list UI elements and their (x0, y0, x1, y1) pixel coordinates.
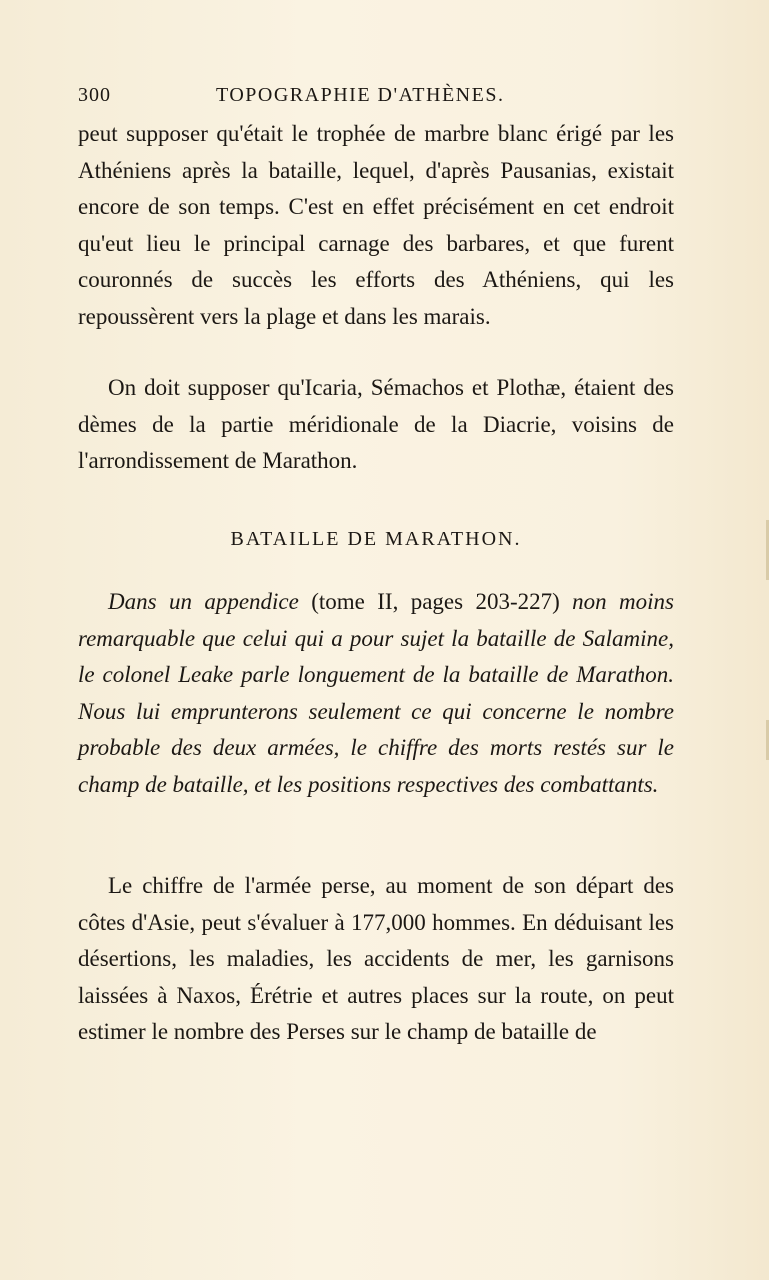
paragraph-demes (78, 370, 674, 480)
paragraph-trophy (78, 116, 674, 336)
running-title: TOPOGRAPHIE D'ATHÈNES. (216, 84, 505, 106)
paragraph-appendix (78, 584, 674, 804)
page-header (78, 84, 670, 110)
paragraph-text: Le chiffre de l'armée perse, au moment de son départ des côtes d'Asie, peut s'évaluer à 177,000 hommes. En déduisant les désertions, les maladies, les accidents de mer, les garnisons laissées à Naxos, Érétrie et autres places sur la route, on peut estimer le nombre des Perses sur le champ de bataille de (78, 873, 674, 1045)
page-number: 300 (78, 84, 111, 106)
paragraph-text (78, 584, 674, 804)
paragraph-text: peut supposer qu'était le trophée de marbre blanc érigé par les Athéniens après la bataille, lequel, d'après Pausanias, existait encore de son temps. C'est en effet précisément en cet endroit qu'eut lieu le principal carnage des barbares, et que furent couronnés de succès les efforts des Athéniens, qui les repoussèrent vers la plage et dans les marais. (78, 121, 674, 329)
italic-rest: non moins remarquable que celui qui a pour sujet la bataille de Salamine, le colonel Leake parle longuement de la bataille de Marathon. Nous lui emprunterons seulement ce qui concerne le nombre probable des deux armées, le chiffre des morts restés sur le champ de bataille, et les positions respectives des combattants. (78, 589, 675, 797)
paragraph-persian-army (78, 868, 674, 1051)
section-heading: BATAILLE DE MARATHON. (230, 528, 522, 550)
italic-lead: Dans un appendice (108, 589, 299, 614)
paragraph-text: On doit supposer qu'Icaria, Sémachos et Plothæ, étaient des dèmes de la partie méridionale de la Diacrie, voisins de l'arrondissement de Marathon. (78, 375, 674, 474)
roman-reference: (tome II, pages 203-227) (298, 589, 573, 614)
